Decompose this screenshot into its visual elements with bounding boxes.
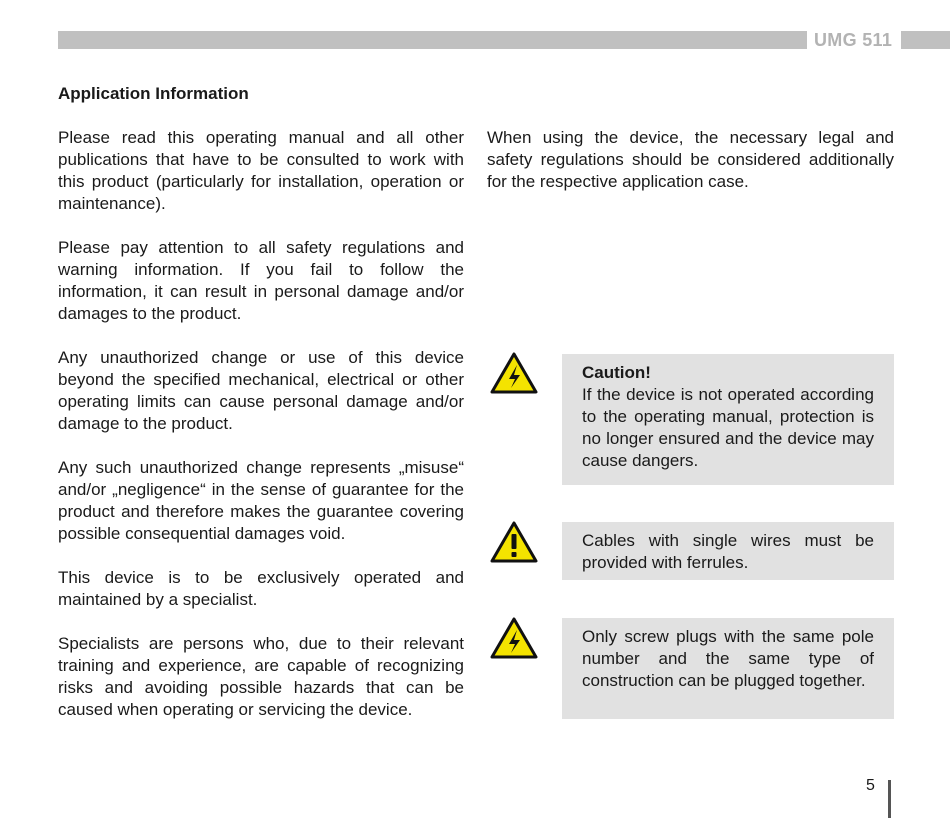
header-bar-end bbox=[901, 31, 950, 49]
page-number-rule bbox=[888, 780, 891, 818]
caution-title: Caution! bbox=[582, 363, 651, 382]
electrical-hazard-icon bbox=[489, 616, 539, 660]
paragraph-unauthorized-change: Any unauthorized change or use of this device beyond the specified mechanical, electrical or other operating limits can cause personal damage and/or damage to the product. bbox=[58, 348, 464, 433]
paragraph-specialist: This device is to be exclusively operated and maintained by a specialist. bbox=[58, 568, 464, 609]
electrical-hazard-icon bbox=[489, 351, 539, 395]
header-bar bbox=[58, 31, 807, 49]
caution-callout bbox=[562, 354, 894, 485]
paragraph-misuse: Any such unauthorized change represents „misuse“ and/or „negligence“ in the sense of guarantee for the product and therefore makes the guarantee covering possible consequential damages void. bbox=[58, 458, 464, 543]
cables-text: Cables with single wires must be provided with ferrules. bbox=[582, 531, 874, 572]
paragraph-safety-regulations: Please pay attention to all safety regulations and warning information. If you fail to follow the information, it can result in personal damage and/or damages to the product. bbox=[58, 238, 464, 323]
screw-plugs-text: Only screw plugs with the same pole number and the same type of construction can be plugged together. bbox=[582, 627, 874, 690]
document-title: UMG 511 bbox=[814, 30, 893, 50]
warning-icon bbox=[489, 520, 539, 564]
screw-plugs-callout bbox=[562, 618, 894, 719]
section-heading: Application Information bbox=[58, 84, 249, 103]
paragraph-specialists-definition: Specialists are persons who, due to their relevant training and experience, are capable of recognizing risks and avoiding possible hazards that can be caused when operating or servicing the device. bbox=[58, 634, 464, 719]
paragraph-legal-regulations: When using the device, the necessary legal and safety regulations should be considered additionally for the respective application case. bbox=[487, 128, 894, 191]
page-number: 5 bbox=[866, 777, 875, 794]
caution-text: If the device is not operated according to the operating manual, protection is no longer ensured and the device may cause dangers. bbox=[582, 385, 874, 470]
paragraph-read-manual: Please read this operating manual and all other publications that have to be consulted to work with this product (particularly for installation, operation or maintenance). bbox=[58, 128, 464, 213]
cables-callout bbox=[562, 522, 894, 580]
